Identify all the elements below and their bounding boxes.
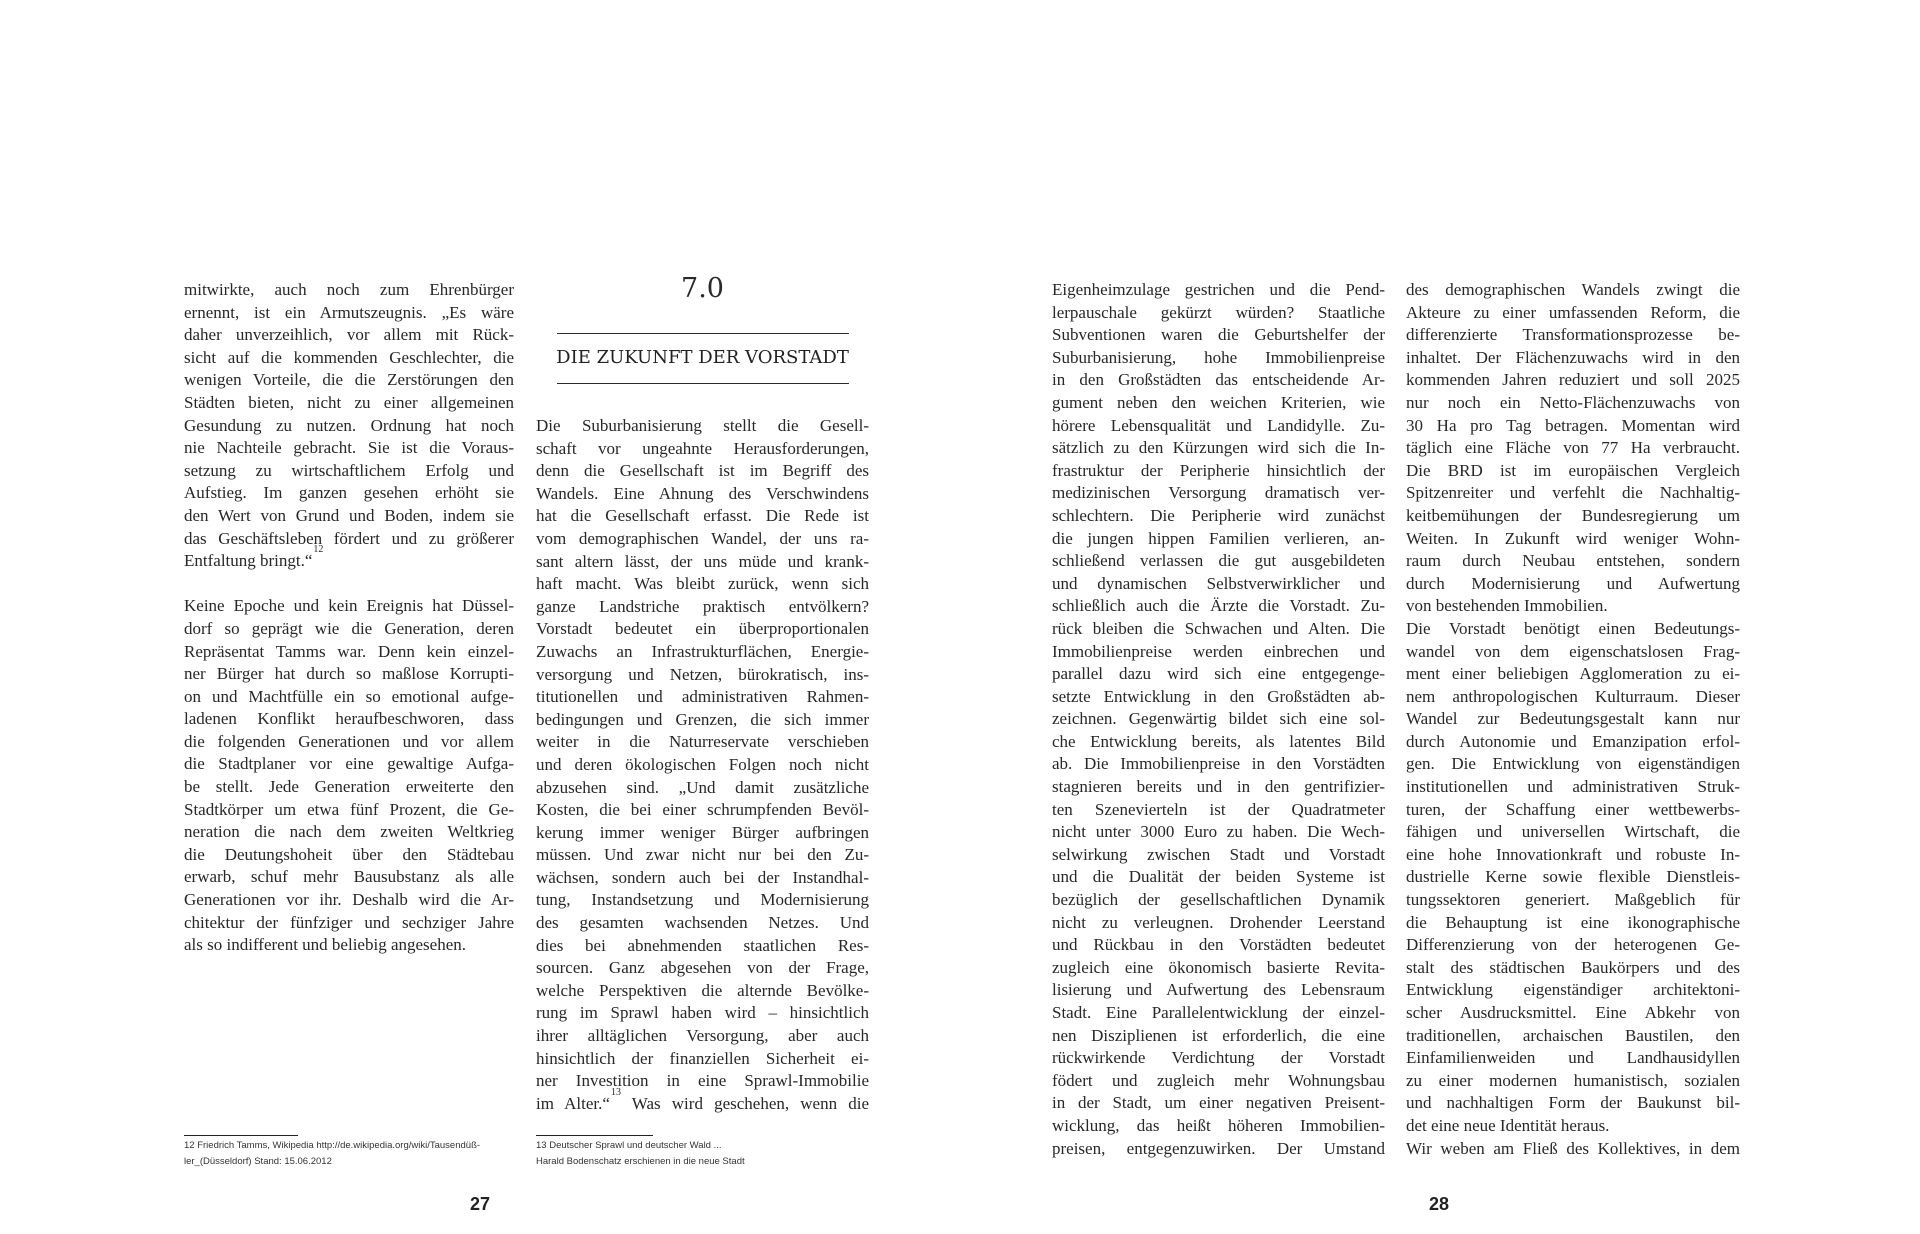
text-line: nie Nachteile gebracht. Sie ist die Voraus- bbox=[184, 438, 514, 458]
text-line: ihrer alltäglichen Versorgung, aber auch bbox=[536, 1026, 869, 1046]
paragraph bbox=[1406, 279, 1740, 618]
text-line: denn die Gesellschaft ist im Begriff des bbox=[536, 461, 869, 481]
text-line: die jungen hippen Familien verlieren, an- bbox=[1052, 528, 1385, 548]
text-line: nicht zu verleugnen. Drohender Leerstand bbox=[1052, 912, 1385, 932]
text-line: dorf so geprägt wie die Generation, deren bbox=[184, 618, 514, 638]
text-line: die folgenden Generationen und vor allem bbox=[184, 731, 514, 751]
text-line: mitwirkte, auch noch zum Ehrenbürger bbox=[184, 280, 514, 299]
text-line: on und Machtfülle ein so emotional aufge- bbox=[184, 686, 514, 706]
text-line: das Geschäftsleben fördert und zu größerer bbox=[184, 528, 514, 548]
footnote-line: ler_(Düsseldorf) Stand: 15.06.2012 bbox=[184, 1156, 332, 1167]
text-line: schlechtern. Die Peripherie wird zunächst bbox=[1052, 505, 1385, 525]
text-line: institutionellen und administrativen Struk- bbox=[1406, 777, 1740, 797]
text-line: ten Szenevierteln ist der Quadratmeter bbox=[1052, 799, 1385, 819]
text-line: in den Großstädten das entscheidende Ar- bbox=[1052, 370, 1385, 390]
chapter-rule-bottom bbox=[557, 383, 849, 384]
text-line: setzung zu wirtschaftlichem Erfolg und bbox=[184, 460, 514, 480]
text-line: selwirkung zwischen Stadt und Vorstadt bbox=[1052, 844, 1385, 864]
text-line: zu einer modernen humanistisch, sozialen bbox=[1406, 1070, 1740, 1090]
text-line: ladenen Konflikt heraufbeschworen, dass bbox=[184, 709, 514, 729]
text-line: und die Dualität der beiden Systeme ist bbox=[1052, 867, 1385, 887]
text-line: sant altern lässt, der uns müde und krank- bbox=[536, 551, 869, 571]
text-line: Subventionen waren die Geburtshelfer der bbox=[1052, 325, 1385, 345]
text-column-2 bbox=[536, 415, 869, 1115]
text-line: des demographischen Wandels zwingt die bbox=[1406, 280, 1740, 299]
page-right bbox=[960, 0, 1920, 1234]
text-line: zugleich eine ökonomisch basierte Revita- bbox=[1052, 957, 1385, 977]
line-text: Was wird geschehen, wenn die bbox=[620, 1093, 870, 1113]
text-line: den Wert von Grund und Boden, indem sie bbox=[184, 505, 514, 525]
text-line: versorgung und Netzen, bürokratisch, ins- bbox=[536, 664, 869, 684]
text-line: Aufstieg. Im ganzen gesehen erhöht sie bbox=[184, 483, 514, 503]
text-line: abzusehen sind. „Und damit zusätzliche bbox=[536, 777, 869, 797]
footnote-line: 12 Friedrich Tamms, Wikipedia http://de.wikipedia.org/wiki/Tausendüß- bbox=[184, 1140, 481, 1151]
text-line: eine hohe Innovationkraft und robuste In- bbox=[1406, 844, 1740, 864]
text-line: che Entwicklung bereits, als latentes Bild bbox=[1052, 731, 1385, 751]
text-line: haft macht. Was bleibt zurück, wenn sich bbox=[536, 574, 869, 594]
text-line: schaft vor ungeahnte Herausforderungen, bbox=[536, 438, 869, 458]
text-line: durch Modernisierung und Aufwertung bbox=[1406, 573, 1740, 593]
text-line: sätzlich zu den Kürzungen wird sich die In- bbox=[1052, 438, 1385, 458]
paragraph bbox=[184, 279, 514, 573]
paragraph bbox=[536, 415, 869, 1115]
footnote-rule bbox=[536, 1135, 653, 1136]
text-line: Suburbanisierung, hohe Immobilienpreise bbox=[1052, 347, 1385, 367]
text-line: gument neben den weichen Kriterien, wie bbox=[1052, 392, 1385, 412]
text-line: in der Stadt, um einer negativen Preisent- bbox=[1052, 1093, 1385, 1113]
text-line: be stellt. Jede Generation erweiterte den bbox=[184, 777, 514, 797]
footnote-line: Harald Bodenschatz erschienen in die neue Stadt bbox=[536, 1156, 745, 1167]
text-line: kerung immer weniger Bürger aufbringen bbox=[536, 822, 869, 842]
text-line: ner Bürger hat durch so maßlose Korrupti- bbox=[184, 664, 514, 684]
text-line: Wandel zur Bedeutungsgestalt kann nur bbox=[1406, 709, 1740, 729]
text-line: Die Vorstadt benötigt einen Bedeutungs- bbox=[1406, 618, 1740, 638]
text-line: rung im Sprawl haben wird – hinsichtlich bbox=[536, 1003, 869, 1023]
text-line: ganze Landstriche praktisch entvölkern? bbox=[536, 596, 869, 616]
text-line: schließend verlassen die gut ausgebildeten bbox=[1052, 551, 1385, 571]
text-line: und deren ökologischen Folgen noch nicht bbox=[536, 754, 869, 774]
text-line: Einfamilienweiden und Landhausidyllen bbox=[1406, 1048, 1740, 1068]
text-line: hat die Gesellschaft erfasst. Die Rede ist bbox=[536, 506, 869, 526]
page-number: 28 bbox=[1428, 1194, 1450, 1214]
text-line: raum durch Neubau entstehen, sondern bbox=[1406, 551, 1740, 571]
text-line: nem anthropologischen Kulturraum. Dieser bbox=[1406, 686, 1740, 706]
text-line: wandel von dem eigenschatslosen Frag- bbox=[1406, 641, 1740, 661]
text-line: Spitzenreiter und verfehlt die Nachhaltig- bbox=[1406, 483, 1740, 503]
text-line: die Stadtplaner vor eine gewaltige Aufga- bbox=[184, 754, 514, 774]
text-line bbox=[184, 544, 514, 573]
footnote-line: 13 Deutscher Sprawl und deutscher Wald ... bbox=[536, 1140, 722, 1151]
text-line: und nachhaltigen Form der Baukunst bil- bbox=[1406, 1093, 1740, 1113]
text-line: dies bei abnehmenden staatlichen Res- bbox=[536, 935, 869, 955]
text-line: Keine Epoche und kein Ereignis hat Düssel- bbox=[184, 596, 514, 616]
text-line: tungssektoren generiert. Maßgeblich für bbox=[1406, 890, 1740, 910]
text-line: täglich eine Fläche von 77 Ha verbraucht. bbox=[1406, 438, 1740, 458]
text-line: dustrielle Kerne sowie flexible Dienstleis- bbox=[1406, 867, 1740, 887]
text-line: Städten bieten, nicht zu einer allgemeinen bbox=[184, 392, 514, 412]
text-line: tung, Instandsetzung und Modernisierung bbox=[536, 890, 869, 910]
text-line: vom demographischen Wandel, der uns ra- bbox=[536, 528, 869, 548]
paragraph bbox=[1406, 618, 1740, 1138]
text-line: und dynamischen Selbstverwirklicher und bbox=[1052, 573, 1385, 593]
text-line: wächsen, sondern auch bei der Instandhal- bbox=[536, 867, 869, 887]
text-line: hörere Lebensqualität und Landidylle. Zu- bbox=[1052, 415, 1385, 435]
text-line: turen, der Schaffung einer wettbewerbs- bbox=[1406, 799, 1740, 819]
footnote-13 bbox=[536, 1138, 745, 1170]
text-line: des gesamten wachsenden Netzes. Und bbox=[536, 913, 869, 933]
text-line: sicht auf die kommenden Geschlechter, die bbox=[184, 347, 514, 367]
text-line: preisen, entgegenzuwirken. Der Umstand bbox=[1052, 1138, 1385, 1158]
text-line: Die BRD ist im europäischen Vergleich bbox=[1406, 460, 1740, 480]
text-line: Wir weben am Fließ des Kollektives, in dem bbox=[1406, 1138, 1740, 1158]
footnote-reference: 12 bbox=[313, 544, 324, 556]
text-line: stagnieren bereits und in den gentrifizier- bbox=[1052, 777, 1385, 797]
line-text: im Alter.“ bbox=[536, 1093, 610, 1113]
chapter-title: DIE ZUKUNFT DER VORSTADT bbox=[556, 347, 849, 368]
text-line: wenigen Vorteile, die die Zerstörungen den bbox=[184, 370, 514, 390]
text-line: Stadt. Eine Parallelentwicklung der einzel- bbox=[1052, 1003, 1385, 1022]
text-line: Kosten, die bei einer schrumpfenden Bevöl- bbox=[536, 800, 869, 820]
text-line: müssen. Und zwar nicht nur bei den Zu- bbox=[536, 845, 869, 865]
page-number: 27 bbox=[469, 1194, 491, 1214]
text-line: neration die nach dem zweiten Weltkrieg bbox=[184, 822, 514, 842]
text-line: differenzierte Transformationsprozesse be- bbox=[1406, 325, 1740, 345]
text-line: und Rückbau in den Vorstädten bedeutet bbox=[1052, 935, 1385, 955]
text-line: lerpauschale gekürzt würden? Staatliche bbox=[1052, 302, 1385, 322]
text-line: zeichnen. Gegenwärtig bildet sich eine sol- bbox=[1052, 709, 1385, 729]
text-line: schließlich auch die Ärzte die Vorstadt. Zu- bbox=[1052, 596, 1385, 616]
text-line: Eigenheimzulage gestrichen und die Pend- bbox=[1052, 280, 1385, 299]
text-line: lisierung und Aufwertung des Lebensraum bbox=[1052, 980, 1385, 1000]
text-line: von bestehenden Immobilien. bbox=[1406, 596, 1608, 616]
text-line bbox=[536, 1087, 870, 1116]
text-line: titutionellen und administrativen Rahmen- bbox=[536, 687, 869, 707]
text-line: stalt des städtischen Baukörpers und des bbox=[1406, 957, 1740, 977]
text-line: frastruktur der Peripherie hinsichtlich der bbox=[1052, 460, 1385, 480]
text-line: Zuwachs an Infrastrukturflächen, Energie- bbox=[536, 641, 869, 661]
text-line: Entwicklung eigenständiger architektoni- bbox=[1406, 980, 1740, 1000]
text-line: als so indifferent und beliebig angesehen. bbox=[184, 935, 466, 955]
text-line: daher unverzeihlich, vor allem mit Rück- bbox=[184, 325, 514, 345]
paragraph bbox=[184, 595, 514, 957]
text-line: setzte Entwicklung in den Großstädten ab- bbox=[1052, 686, 1385, 706]
text-line: weiter in die Naturreservate verschieben bbox=[536, 732, 869, 752]
text-line: Die Suburbanisierung stellt die Gesell- bbox=[536, 416, 869, 435]
text-line: die Behauptung ist eine ikonographische bbox=[1406, 912, 1740, 932]
text-line: sourcen. Ganz abgesehen von der Frage, bbox=[536, 958, 869, 978]
text-line: traditionellen, archaischen Baustilen, den bbox=[1406, 1025, 1740, 1045]
text-line: welche Perspektiven die alternde Bevölke- bbox=[536, 980, 869, 1000]
text-column-4 bbox=[1406, 279, 1740, 1160]
text-line: Differenzierung von der heterogenen Ge- bbox=[1406, 935, 1740, 955]
text-line: ment einer beliebigen Agglomeration zu ei- bbox=[1406, 664, 1740, 684]
text-line: gen. Die Entwicklung von eigenständigen bbox=[1406, 754, 1740, 774]
text-line: fähigen und universellen Wirtschaft, die bbox=[1406, 822, 1740, 842]
text-line: nen Disziplienen ist erforderlich, die eine bbox=[1052, 1025, 1385, 1045]
chapter-number: 7.0 bbox=[681, 273, 724, 304]
text-line: Vorstadt bedeutet ein überproportionalen bbox=[536, 619, 869, 639]
paragraph bbox=[1052, 279, 1385, 1160]
text-line: det eine neue Identität heraus. bbox=[1406, 1115, 1610, 1135]
text-line: Gesundung zu nutzen. Ordnung hat noch bbox=[184, 415, 514, 435]
text-line: erwarb, schuf mehr Bausubstanz als alle bbox=[184, 867, 514, 887]
text-line: ab. Die Immobilienpreise in den Vorstädten bbox=[1052, 754, 1385, 774]
text-line: Akteure zu einer umfassenden Reform, die bbox=[1406, 302, 1740, 322]
text-line: medizinischen Versorgung dramatisch ver- bbox=[1052, 483, 1385, 503]
footnote-12 bbox=[184, 1138, 480, 1170]
text-line: ner Investition in eine Sprawl-Immobilie bbox=[536, 1071, 869, 1091]
text-line: Stadtkörper um etwa fünf Prozent, die Ge- bbox=[184, 799, 514, 819]
text-line: bedingungen und Grenzen, die sich immer bbox=[536, 709, 869, 729]
text-line: Weiten. In Zukunft wird weniger Wohn- bbox=[1406, 528, 1740, 548]
text-line: Immobilienpreise werden einbrechen und bbox=[1052, 641, 1385, 661]
text-line: kommenden Jahren reduziert und soll 2025 bbox=[1406, 370, 1740, 390]
text-line: inhaltet. Der Flächenzuwachs wird in den bbox=[1406, 347, 1740, 367]
text-line: rückwirkende Verdichtung der Vorstadt bbox=[1052, 1048, 1385, 1068]
footnote-reference: 13 bbox=[610, 1087, 621, 1099]
line-text: Entfaltung bringt.“ bbox=[184, 551, 313, 571]
text-line: hinsichtlich der finanziellen Sicherheit ei- bbox=[536, 1048, 869, 1068]
text-line: bezüglich der gesellschaftlichen Dynamik bbox=[1052, 890, 1385, 910]
text-line: die Deutungshoheit über den Städtebau bbox=[184, 844, 514, 864]
text-line: Generationen vor ihr. Deshalb wird die Ar- bbox=[184, 890, 514, 910]
text-line: Repräsentat Tamms war. Denn kein einzel- bbox=[184, 641, 514, 661]
text-line: nur noch ein Netto-Flächenzuwachs von bbox=[1406, 392, 1740, 412]
text-line: scher Ausdrucksmittel. Eine Abkehr von bbox=[1406, 1003, 1740, 1022]
text-line: nicht unter 3000 Euro zu haben. Die Wech- bbox=[1052, 822, 1385, 842]
text-line: Wandels. Eine Ahnung des Verschwindens bbox=[536, 483, 869, 503]
text-line: 30 Ha pro Tag betragen. Momentan wird bbox=[1406, 415, 1740, 435]
text-line: rück bleiben die Schwachen und Alten. Die bbox=[1052, 618, 1385, 638]
text-line: durch Autonomie und Emanzipation erfol- bbox=[1406, 731, 1740, 751]
text-column-3 bbox=[1052, 279, 1385, 1160]
footnote-rule bbox=[184, 1135, 298, 1136]
text-line: ernennt, ist ein Armutszeugnis. „Es wäre bbox=[184, 302, 514, 322]
text-line: keitbemühungen der Bundesregierung um bbox=[1406, 505, 1740, 525]
paragraph bbox=[1406, 1138, 1740, 1161]
text-line: födert und zugleich mehr Wohnungsbau bbox=[1052, 1070, 1385, 1090]
text-line: parallel dazu wird sich eine entgegenge- bbox=[1052, 664, 1385, 684]
chapter-rule-top bbox=[557, 333, 849, 334]
text-line: wicklung, das heißt höheren Immobilien- bbox=[1052, 1115, 1385, 1135]
text-line: chitektur der fünfziger und sechziger Jahre bbox=[184, 912, 514, 932]
text-column-1 bbox=[184, 279, 514, 957]
